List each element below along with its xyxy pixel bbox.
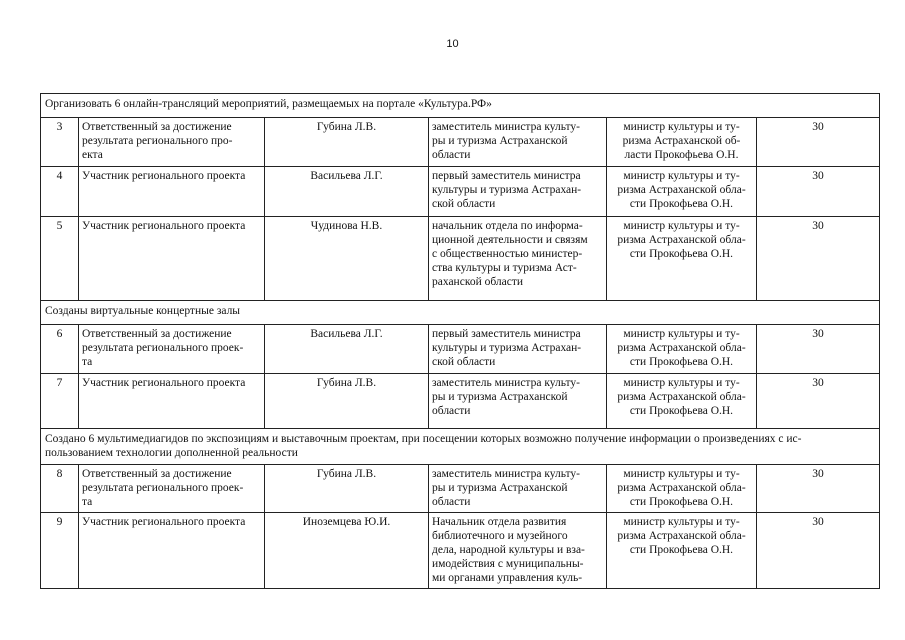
workload-percent: 30 (757, 374, 880, 429)
supervisor: министр культуры и ту- ризма Астраханской обла- сти Прокофьева О.Н. (607, 217, 757, 301)
person-name: Васильева Л.Г. (265, 167, 429, 217)
workload-percent: 30 (757, 167, 880, 217)
table-row (41, 167, 880, 217)
section-title: Создано 6 мультимедиагидов по экспозициям и выставочным проектам, при посещении которых возможно получение информации о произведениях с ис- пользованием технологии дополненной реальности (41, 429, 880, 465)
supervisor: министр культуры и ту- ризма Астраханской обла- сти Прокофьева О.Н. (607, 374, 757, 429)
project-role: Ответственный за достижение результата регионального проек- та (79, 325, 265, 374)
project-role: Участник регионального проекта (79, 513, 265, 589)
project-role: Ответственный за достижение результата регионального проек- та (79, 465, 265, 513)
row-number: 9 (41, 513, 79, 589)
person-position: начальник отдела по информа- ционной деятельности и связям с общественностью министер- ства культуры и туризма Аст- раханской области (429, 217, 607, 301)
person-position: Начальник отдела развития библиотечного и музейного дела, народной культуры и вза- имодействия с муниципальны- ми органами управления куль- (429, 513, 607, 589)
workload-percent: 30 (757, 465, 880, 513)
section-row (41, 301, 880, 325)
supervisor: министр культуры и ту- ризма Астраханской обла- сти Прокофьева О.Н. (607, 513, 757, 589)
row-number: 6 (41, 325, 79, 374)
table-row (41, 325, 880, 374)
section-row (41, 94, 880, 118)
workload-percent: 30 (757, 217, 880, 301)
project-role: Участник регионального проекта (79, 217, 265, 301)
person-name: Васильева Л.Г. (265, 325, 429, 374)
supervisor: министр культуры и ту- ризма Астраханской об- ласти Прокофьева О.Н. (607, 118, 757, 167)
person-name: Губина Л.В. (265, 465, 429, 513)
table-row (41, 465, 880, 513)
section-title: Созданы виртуальные концертные залы (41, 301, 880, 325)
page-number: 10 (446, 38, 459, 50)
person-position: первый заместитель министра культуры и туризма Астрахан- ской области (429, 325, 607, 374)
supervisor: министр культуры и ту- ризма Астраханской обла- сти Прокофьева О.Н. (607, 325, 757, 374)
person-position: заместитель министра культу- ры и туризма Астраханской области (429, 374, 607, 429)
person-name: Губина Л.В. (265, 118, 429, 167)
table-row (41, 217, 880, 301)
project-role: Ответственный за достижение результата регионального про- екта (79, 118, 265, 167)
project-role: Участник регионального проекта (79, 167, 265, 217)
person-position: заместитель министра культу- ры и туризма Астраханской области (429, 118, 607, 167)
row-number: 4 (41, 167, 79, 217)
table-row (41, 118, 880, 167)
row-number: 8 (41, 465, 79, 513)
supervisor: министр культуры и ту- ризма Астраханской обла- сти Прокофьева О.Н. (607, 167, 757, 217)
row-number: 7 (41, 374, 79, 429)
responsibility-table (40, 93, 880, 589)
table-row (41, 374, 880, 429)
supervisor: министр культуры и ту- ризма Астраханской обла- сти Прокофьева О.Н. (607, 465, 757, 513)
workload-percent: 30 (757, 325, 880, 374)
project-role: Участник регионального проекта (79, 374, 265, 429)
table-row (41, 513, 880, 589)
row-number: 5 (41, 217, 79, 301)
section-row (41, 429, 880, 465)
person-name: Иноземцева Ю.И. (265, 513, 429, 589)
person-name: Губина Л.В. (265, 374, 429, 429)
section-title: Организовать 6 онлайн-трансляций мероприятий, размещаемых на портале «Культура.РФ» (41, 94, 880, 118)
person-name: Чудинова Н.В. (265, 217, 429, 301)
workload-percent: 30 (757, 118, 880, 167)
person-position: первый заместитель министра культуры и туризма Астрахан- ской области (429, 167, 607, 217)
row-number: 3 (41, 118, 79, 167)
person-position: заместитель министра культу- ры и туризма Астраханской области (429, 465, 607, 513)
workload-percent: 30 (757, 513, 880, 589)
